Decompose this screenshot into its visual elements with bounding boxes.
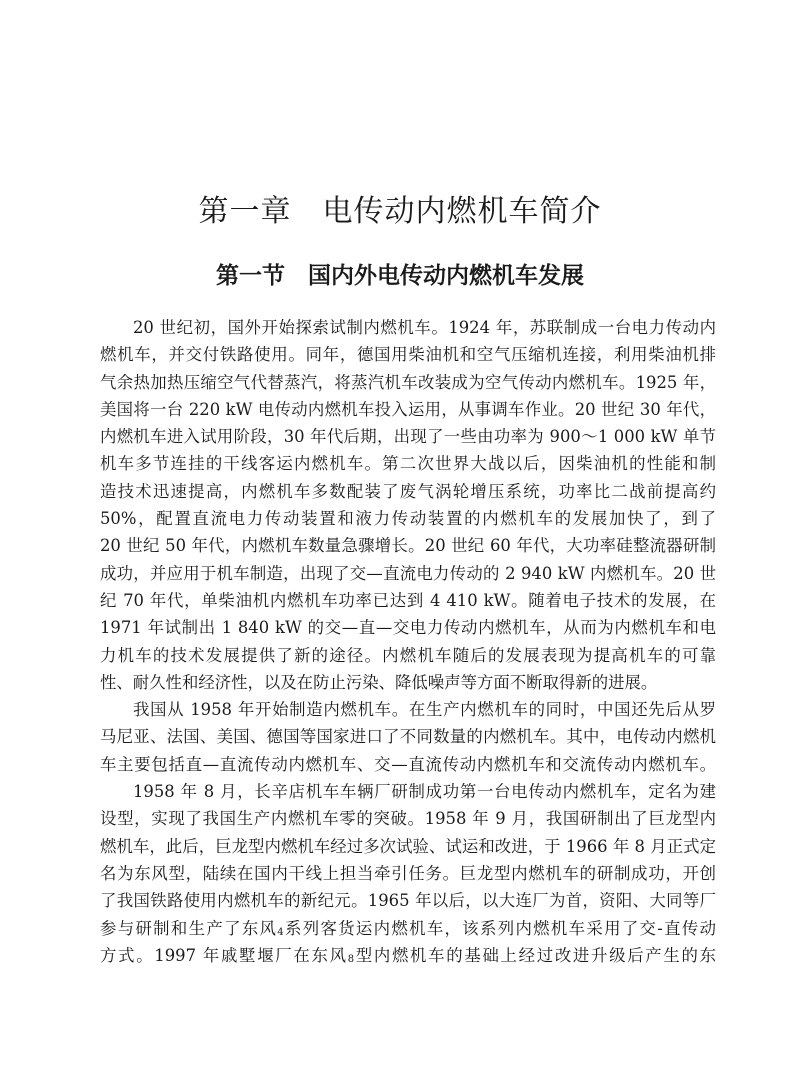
paragraph-1-line: 50%，配置直流电力传动装置和液力传动装置的内燃机车的发展加快了，到了 <box>100 509 716 529</box>
paragraph-1-line: 20 世纪 50 年代，内燃机车数量急骤增长。20 世纪 60 年代，大功率硅整流器研制 <box>100 536 716 556</box>
paragraph-1-line: 性、耐久性和经济性，以及在防止污染、降低噪声等方面不断取得新的进展。 <box>100 672 658 692</box>
text-segment: 系列客货运内燃机车，该系列内燃机车采用了交-直传动 <box>283 918 716 938</box>
paragraph-1-line: 美国将一台 220 kW 电传动内燃机车投入运用，从事调车作业。20 世纪 30 年代， <box>100 399 716 419</box>
paragraph-1-line: 力机车的技术发展提供了新的途径。内燃机车随后的发展表现为提高机车的可靠 <box>100 645 716 665</box>
paragraph-1-line: 1971 年试制出 1 840 kW 的交—直—交电力传动内燃机车，从而为内燃机车和电 <box>100 618 716 638</box>
paragraph-3-line: 名为东风型，陆续在国内干线上担当牵引任务。巨龙型内燃机车的研制成功，开创 <box>100 863 716 883</box>
text-segment: 参与研制和生产了东风 <box>100 918 278 938</box>
paragraph-2-line: 我国从 1958 年开始制造内燃机车。在生产内燃机车的同时，中国还先后从罗 <box>133 700 716 720</box>
paragraph-1-line: 燃机车，并交付铁路使用。同年，德国用柴油机和空气压缩机连接，利用柴油机排 <box>100 345 716 365</box>
paragraph-3-line: 设型，实现了我国生产内燃机车零的突破。1958 年 9 月，我国研制出了巨龙型内 <box>100 809 716 829</box>
paragraph-1-line: 气余热加热压缩空气代替蒸汽，将蒸汽机车改装成为空气传动内燃机车。1925 年， <box>100 372 716 392</box>
paragraph-1-line: 20 世纪初，国外开始探索试制内燃机车。1924 年，苏联制成一台电力传动内 <box>133 318 716 337</box>
body-text <box>100 314 716 969</box>
paragraph-2-line: 车主要包括直—直流传动内燃机车、交—直流传动内燃机车和交流传动内燃机车。 <box>100 754 716 774</box>
paragraph-3-line-with-subscript <box>100 942 716 969</box>
paragraph-2-line: 马尼亚、法国、美国、德国等国家进口了不同数量的内燃机车。其中，电传动内燃机 <box>100 727 716 747</box>
chapter-title: 第一章 电传动内燃机车简介 <box>198 194 602 229</box>
paragraph-1-line: 内燃机车进入试用阶段，30 年代后期，出现了一些由功率为 900～1 000 kW 单节 <box>100 427 716 447</box>
paragraph-3-line: 燃机车，此后，巨龙型内燃机车经过多次试验、试运和改进，于 1966 年 8 月正式定 <box>100 836 716 856</box>
text-segment: 型内燃机车的基础上经过改进升级后产生的东 <box>354 945 716 965</box>
paragraph-1-line: 成功，并应用于机车制造，出现了交—直流电力传动的 2 940 kW 内燃机车。20 世 <box>100 563 716 583</box>
paragraph-3-line: 1958 年 8 月，长辛店机车车辆厂研制成功第一台电传动内燃机车，定名为建 <box>133 782 716 802</box>
text-segment: 方式。1997 年戚墅堰厂在东风 <box>100 945 348 965</box>
paragraph-3-line: 了我国铁路使用内燃机车的新纪元。1965 年以后，以大连厂为首，资阳、大同等厂 <box>100 891 716 911</box>
paragraph-1-line: 造技术迅速提高，内燃机车多数配装了废气涡轮增压系统，功率比二战前提高约 <box>100 481 716 501</box>
subscript-number: 4 <box>277 926 284 938</box>
subscript-number: 8 <box>347 953 355 965</box>
paragraph-1-line: 机车多节连挂的干线客运内燃机车。第二次世界大战以后，因柴油机的性能和制 <box>100 454 716 474</box>
paragraph-3-line-with-subscript <box>100 915 716 942</box>
paragraph-1-line: 纪 70 年代，单柴油机内燃机车功率已达到 4 410 kW。随着电子技术的发展，在 <box>100 590 716 610</box>
section-title: 第一节 国内外电传动内燃机车发展 <box>216 262 584 289</box>
